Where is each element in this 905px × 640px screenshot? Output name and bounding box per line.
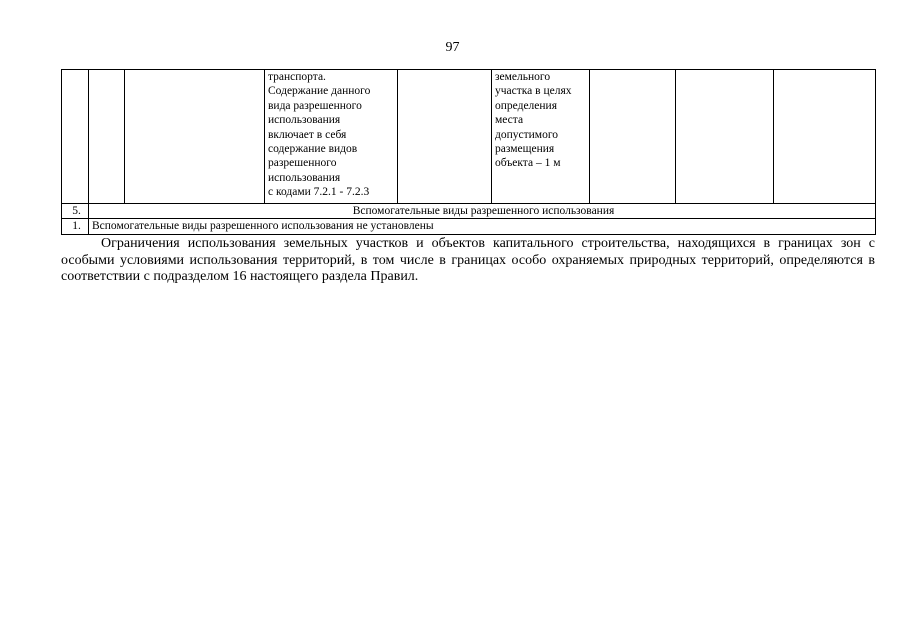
table-cell <box>89 70 125 204</box>
table-row <box>62 219 876 234</box>
table-cell <box>398 70 492 204</box>
cell-line: объекта – 1 м <box>495 157 561 170</box>
cell-line: включает в себя <box>268 128 347 141</box>
land-use-table <box>61 69 876 235</box>
cell-line: использования <box>268 114 341 127</box>
cell-line: участка в целях <box>495 85 572 98</box>
page-number: 97 <box>445 40 460 55</box>
setback-parameter-cell <box>492 70 590 204</box>
permitted-use-description-cell <box>265 70 398 204</box>
cell-line: с кодами 7.2.1 - 7.2.3 <box>268 186 370 199</box>
section-number: 5. <box>62 204 89 219</box>
cell-line: транспорта. <box>268 71 326 83</box>
cell-line: использования <box>268 171 341 184</box>
item-number: 1. <box>62 219 89 234</box>
cell-line: размещения <box>495 142 555 155</box>
cell-line: места <box>495 114 524 127</box>
cell-line: разрешенного <box>268 157 337 170</box>
table-cell <box>62 70 89 204</box>
table-cell <box>676 70 774 204</box>
table-cell <box>774 70 876 204</box>
cell-line: Содержание данного <box>268 85 371 98</box>
cell-line: допустимого <box>495 128 558 141</box>
restrictions-paragraph: Ограничения использования земельных участков и объектов капитального строительства, находящихся в границах зон с особыми условиями использования территорий, в том числе в границах особо охраняемых природных территорий, определяются в соответствии с подразделом 16 настоящего раздела Правил. <box>61 236 875 284</box>
item-text: Вспомогательные виды разрешенного использования не установлены <box>89 219 876 234</box>
cell-line: земельного <box>495 71 551 83</box>
section-row <box>62 204 876 219</box>
cell-line: определения <box>495 99 558 112</box>
cell-line: вида разрешенного <box>268 99 362 112</box>
cell-line: содержание видов <box>268 142 358 155</box>
table-row <box>62 70 876 204</box>
section-title: Вспомогательные виды разрешенного использования <box>89 204 876 219</box>
table-cell <box>590 70 676 204</box>
table-cell <box>125 70 265 204</box>
